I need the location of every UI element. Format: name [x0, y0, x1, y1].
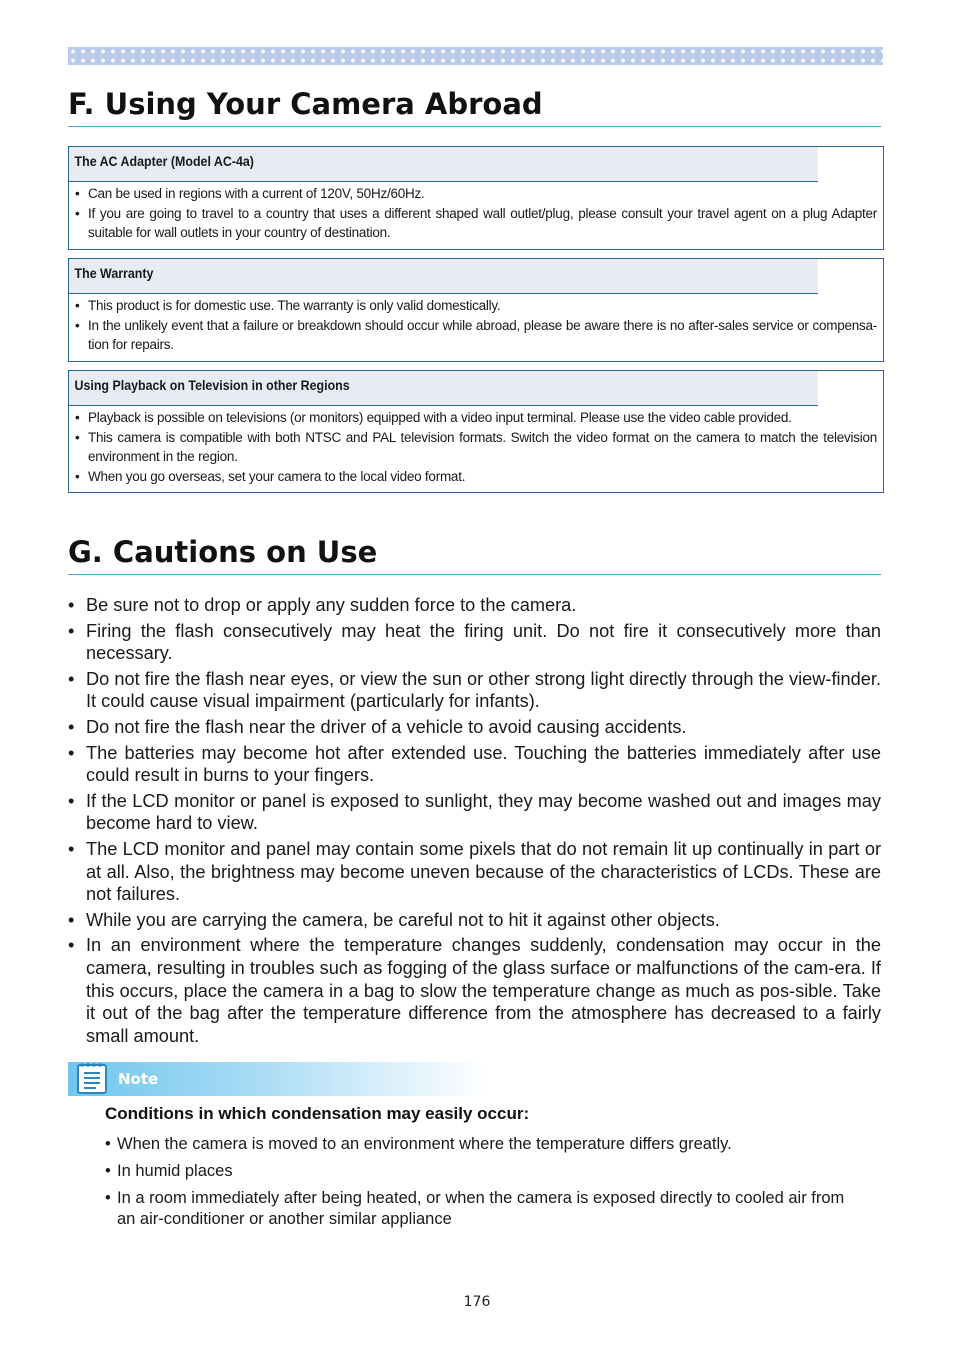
list-item: • Do not fire the flash near eyes, or view the sun or other strong light directly through the view-finder. It could cause visual impairment (particularly for infants). [68, 668, 881, 713]
list-item: • Firing the flash consecutively may heat the firing unit. Do not fire it consecutively more than necessary. [68, 620, 881, 665]
section-f-title: F. Using Your Camera Abroad [68, 86, 881, 127]
page-number: 176 [463, 1294, 491, 1310]
list-item: • This camera is compatible with both NTSC and PAL television formats. Switch the video format on the camera to match the television environment in the region. [75, 428, 877, 467]
note-heading: Conditions in which condensation may easily occur: [105, 1104, 530, 1123]
list-item: • While you are carrying the camera, be careful not to hit it against other objects. [68, 909, 881, 932]
list-item: • If the LCD monitor or panel is exposed to sunlight, they may become washed out and images may become hard to view. [68, 790, 881, 835]
info-box-tv-playback [68, 370, 884, 493]
list-item: • In an environment where the temperature changes suddenly, condensation may occur in the camera, resulting in troubles such as fogging of the glass surface or malfunctions of the cam-era. If this occurs, place the camera in a bag to slow the temperature change as much as pos-sible. Take it out of the bag after the temperature difference from the atmosphere has decreased to a fairly small amount. [68, 934, 881, 1047]
list-item: • Playback is possible on televisions (or monitors) equipped with a video input terminal. Please use the video cable provided. [75, 408, 877, 428]
note-banner [68, 1062, 488, 1096]
info-box-header: The AC Adapter (Model AC-4a) [69, 147, 818, 182]
list-item: • When the camera is moved to an environment where the temperature differs greatly. [105, 1134, 865, 1155]
info-box-ac-adapter [68, 146, 884, 250]
info-box-warranty [68, 258, 884, 362]
note-label: Note [118, 1070, 159, 1088]
info-box-header: Using Playback on Television in other Regions [69, 371, 818, 406]
list-item: • In a room immediately after being heated, or when the camera is exposed directly to cooled air from an air-conditioner or another similar appliance [105, 1188, 865, 1230]
list-item: • Do not fire the flash near the driver of a vehicle to avoid causing accidents. [68, 716, 881, 739]
cautions-list [68, 594, 881, 1050]
list-item: • This product is for domestic use. The warranty is only valid domestically. [75, 296, 877, 316]
section-g-title: G. Cautions on Use [68, 534, 881, 575]
list-item: • In the unlikely event that a failure or breakdown should occur while abroad, please be aware there is no after-sales service or compensa-tion for repairs. [75, 316, 877, 355]
list-item: • If you are going to travel to a country that uses a different shaped wall outlet/plug, please consult your travel agent on a plug Adapter suitable for wall outlets in your country of destination. [75, 204, 877, 243]
list-item: • The batteries may become hot after extended use. Touching the batteries immediately after use could result in burns to your fingers. [68, 742, 881, 787]
note-list [105, 1134, 865, 1236]
list-item: • When you go overseas, set your camera to the local video format. [75, 467, 877, 487]
list-item: • The LCD monitor and panel may contain some pixels that do not remain lit up continually in part or at all. Also, the brightness may become uneven because of the characteristics of LCDs. These are not failures. [68, 838, 881, 906]
list-item: • Can be used in regions with a current of 120V, 50Hz/60Hz. [75, 184, 877, 204]
list-item: • In humid places [105, 1161, 865, 1182]
notepad-icon [72, 1062, 112, 1096]
decorative-header-band [68, 47, 883, 65]
list-item: • Be sure not to drop or apply any sudden force to the camera. [68, 594, 881, 617]
info-box-header: The Warranty [69, 259, 818, 294]
